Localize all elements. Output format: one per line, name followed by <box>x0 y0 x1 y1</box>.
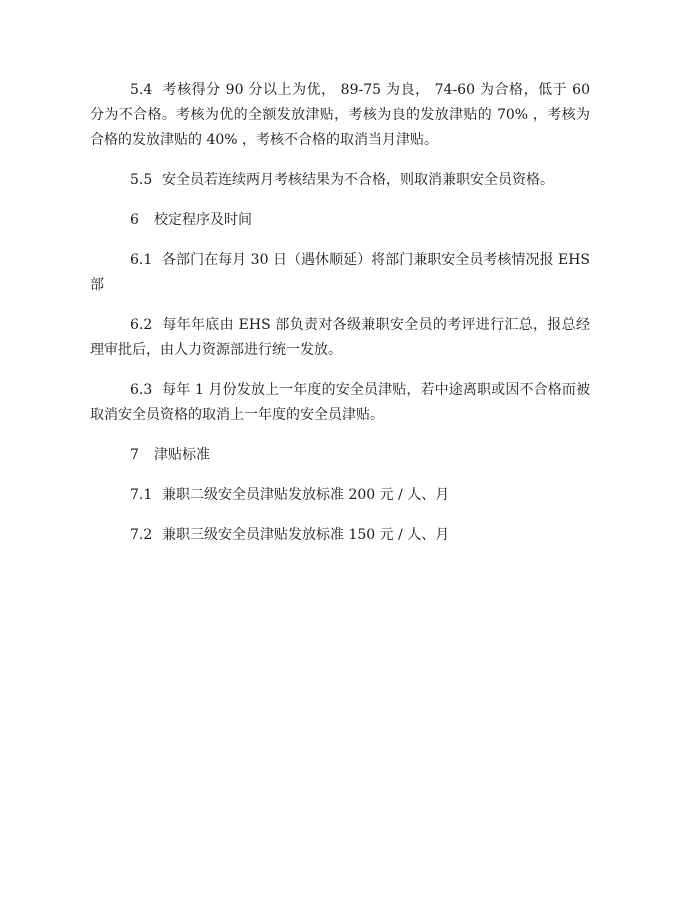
section-title: 校定程序及时间 <box>154 212 252 228</box>
clause-text: 考核得分 90 分以上为优， 89-75 为良， 74-60 为合格，低于 60 分为不合格。考核为优的全额发放津贴，考核为良的发放津贴的 70% ，考核为合格的发放津贴的 40% ，考核不合格的取消当月津贴。 <box>90 82 590 148</box>
section-title: 津贴标准 <box>154 447 210 463</box>
clause-7-2 <box>90 523 590 548</box>
section-heading-7 <box>90 443 590 468</box>
clause-number: 6.1 <box>130 252 153 268</box>
clause-number: 5.5 <box>130 172 153 188</box>
clause-text: 兼职二级安全员津贴发放标准 200 元 / 人、月 <box>162 487 450 503</box>
clause-5-4 <box>90 78 590 153</box>
clause-text: 安全员若连续两月考核结果为不合格，则取消兼职安全员资格。 <box>162 172 554 188</box>
clause-text: 每年年底由 EHS 部负责对各级兼职安全员的考评进行汇总，报总经理审批后，由人力资源部进行统一发放。 <box>90 317 590 358</box>
section-number: 7 <box>130 447 139 463</box>
clause-number: 7.2 <box>130 527 153 543</box>
document-page <box>90 78 590 563</box>
clause-number: 6.3 <box>130 382 153 398</box>
clause-text: 兼职三级安全员津贴发放标准 150 元 / 人、月 <box>162 527 450 543</box>
clause-6-1 <box>90 248 590 298</box>
clause-6-2 <box>90 313 590 363</box>
clause-7-1 <box>90 483 590 508</box>
clause-number: 7.1 <box>130 487 153 503</box>
clause-number: 6.2 <box>130 317 153 333</box>
clause-text: 各部门在每月 30 日（遇休顺延）将部门兼职安全员考核情况报 EHS 部 <box>90 252 590 293</box>
clause-6-3 <box>90 378 590 428</box>
clause-number: 5.4 <box>130 82 153 98</box>
clause-text: 每年 1 月份发放上一年度的安全员津贴，若中途离职或因不合格而被取消安全员资格的取消上一年度的安全员津贴。 <box>90 382 590 423</box>
section-heading-6 <box>90 208 590 233</box>
clause-5-5 <box>90 168 590 193</box>
section-number: 6 <box>130 212 139 228</box>
